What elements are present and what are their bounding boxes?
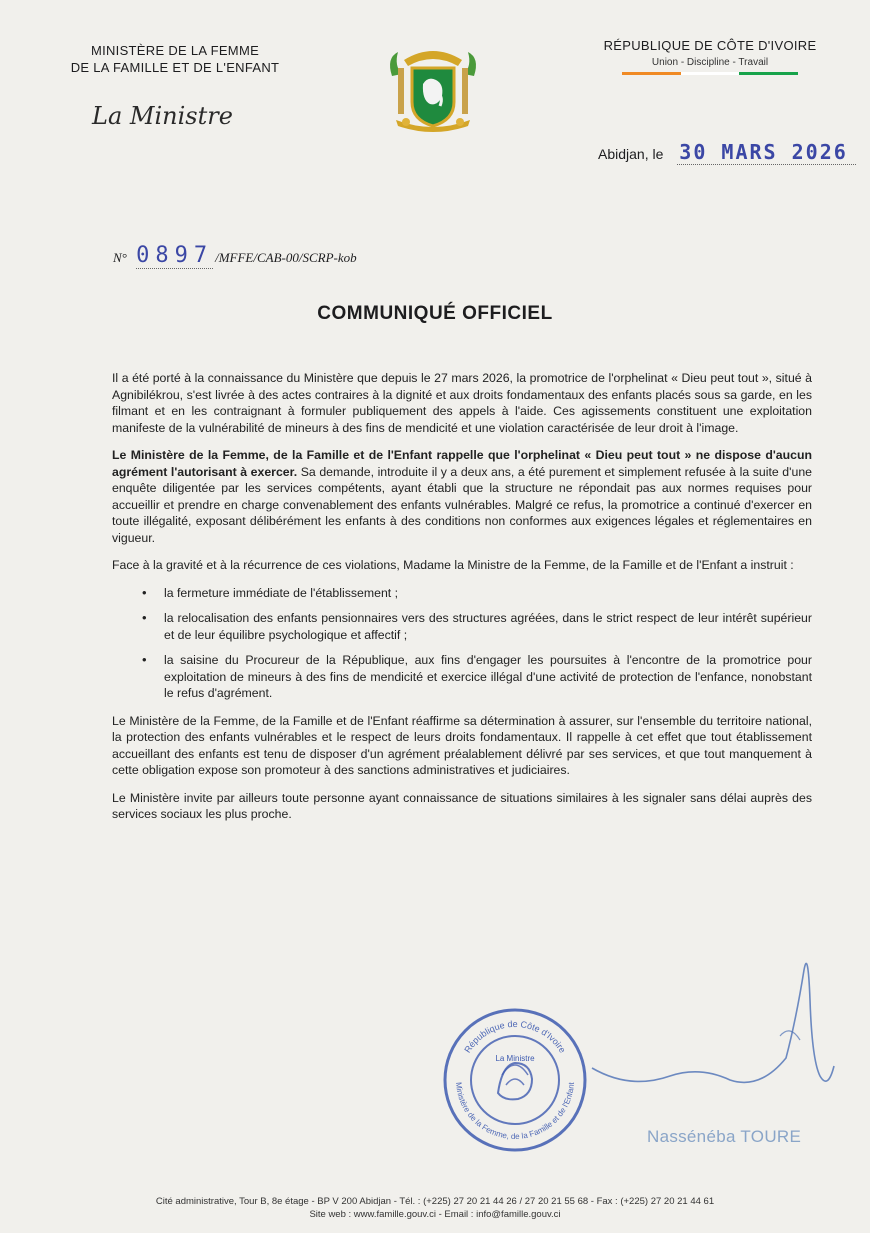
seal-text-bottom: Ministère de la Femme, de la Famille et de l'Enfant bbox=[453, 1081, 576, 1142]
paragraph-2-rest: Sa demande, introduite il y a deux ans, a été purement et simplement refusée à la suite d'une enquête diligentée par les services compétents, ayant établi que la structure ne répondait pas aux normes requises pour accueillir et prendre en charge convenablement des enfants vulnérables. Malgré ce refus, la promotrice a continué d'exercer en toute illégalité, exposant délibérément les enfants à des conditions non conformes aux exigences légales et réglementaires en vigueur. bbox=[112, 464, 812, 545]
paragraph-1: Il a été porté à la connaissance du Ministère que depuis le 27 mars 2026, la promotrice de l'orphelinat « Dieu peut tout », situé à Agnibilékrou, s'est livrée à des actes contraires à la dignité et aux droits fondamentaux des enfants placés sous sa garde, en les filmant et en les contraignant à formuler publiquement des appels à l'aide. Ces agissements constituent une exploitation manifeste de la vulnérabilité de mineurs à des fins de mendicité et une violation caractérisée de leur droit à l'image. bbox=[112, 371, 812, 435]
list-item: • la fermeture immédiate de l'établissement ; bbox=[164, 585, 812, 602]
paragraph-2 bbox=[112, 447, 812, 546]
republic-header bbox=[585, 38, 835, 75]
date-place: Abidjan, le bbox=[598, 146, 664, 162]
paragraph-2-bold: Le Ministère de la Femme, de la Famille et de l'Enfant rappelle que l'orphelinat « Dieu peut tout » ne dispose d'aucun agrément l'autorisant à exercer. bbox=[112, 448, 812, 479]
seal-center-text: La Ministre bbox=[495, 1054, 535, 1063]
flag-stripe-green bbox=[739, 72, 798, 75]
national-motto: Union - Discipline - Travail bbox=[651, 57, 769, 68]
flag-stripe-white bbox=[681, 72, 740, 75]
flag-stripe-orange bbox=[622, 72, 681, 75]
ministry-name-line1: MINISTÈRE DE LA FEMME bbox=[90, 43, 260, 58]
letterhead-footer bbox=[0, 1195, 870, 1221]
list-item: • la saisine du Procureur de la République, aux fins d'engager les poursuites à l'encontre de la promotrice pour exploitation de mineurs à des fins de mendicité et exercice illégal d'une activité de protection de l'enfance, nonobstant le refus d'agrément. bbox=[164, 652, 812, 702]
reference-line bbox=[113, 243, 357, 268]
date-stamp: 30 MARS 2026 bbox=[677, 140, 856, 165]
handwritten-signature bbox=[590, 940, 840, 1100]
paragraph-5: Le Ministère invite par ailleurs toute personne ayant connaissance de situations similaires à les signaler sans délai auprès des services sociaux les plus proche. bbox=[112, 790, 812, 821]
coat-of-arms-icon bbox=[384, 40, 482, 136]
footer-address: Cité administrative, Tour B, 8e étage - BP V 200 Abidjan - Tél. : (+225) 27 20 21 44 26 / 27 20 21 55 68 - Fax : (+225) 27 20 21 44 61 bbox=[155, 1196, 715, 1207]
document-title: COMMUNIQUÉ OFFICIEL bbox=[317, 303, 553, 324]
communique-body bbox=[112, 370, 812, 834]
reference-number: 0897 bbox=[136, 243, 214, 268]
flag-color-bar bbox=[622, 72, 798, 75]
list-item: • la relocalisation des enfants pensionnaires vers des structures agréées, dans le strict respect de leur intérêt supérieur et de leur équilibre psychologique et affectif ; bbox=[164, 610, 812, 643]
ministry-title: La Ministre bbox=[92, 102, 233, 130]
measures-list bbox=[112, 585, 812, 702]
paragraph-3: Face à la gravité et à la récurrence de ces violations, Madame la Ministre de la Femme, de la Famille et de l'Enfant a instruit : bbox=[112, 558, 794, 572]
date-line bbox=[598, 140, 856, 164]
footer-contact: Site web : www.famille.gouv.ci - Email : info@famille.gouv.ci bbox=[309, 1209, 561, 1220]
seal-text-top: République de Côte d'Ivoire bbox=[462, 1018, 568, 1055]
signatory-name: Nassénéba TOURE bbox=[647, 1127, 802, 1146]
paragraph-4: Le Ministère de la Femme, de la Famille et de l'Enfant réaffirme sa détermination à assurer, sur l'ensemble du territoire national, la protection des enfants vulnérables et le respect de leurs droits fondamentaux. Il rappelle à cet effet que tout établissement accueillant des enfants est tenu de disposer d'un agrément préalablement délivré par ses services, et que tout manquement à cette obligation expose son promoteur à des sanctions administratives et judiciaires. bbox=[112, 713, 812, 777]
ministry-name-line2: DE LA FAMILLE ET DE L'ENFANT bbox=[70, 60, 280, 75]
reference-suffix: /MFFE/CAB-00/SCRP-kob bbox=[215, 250, 357, 265]
official-seal-stamp bbox=[440, 1005, 590, 1155]
ministry-name bbox=[40, 42, 310, 76]
republic-name: RÉPUBLIQUE DE CÔTE D'IVOIRE bbox=[603, 38, 817, 53]
reference-prefix: N° bbox=[113, 250, 127, 265]
